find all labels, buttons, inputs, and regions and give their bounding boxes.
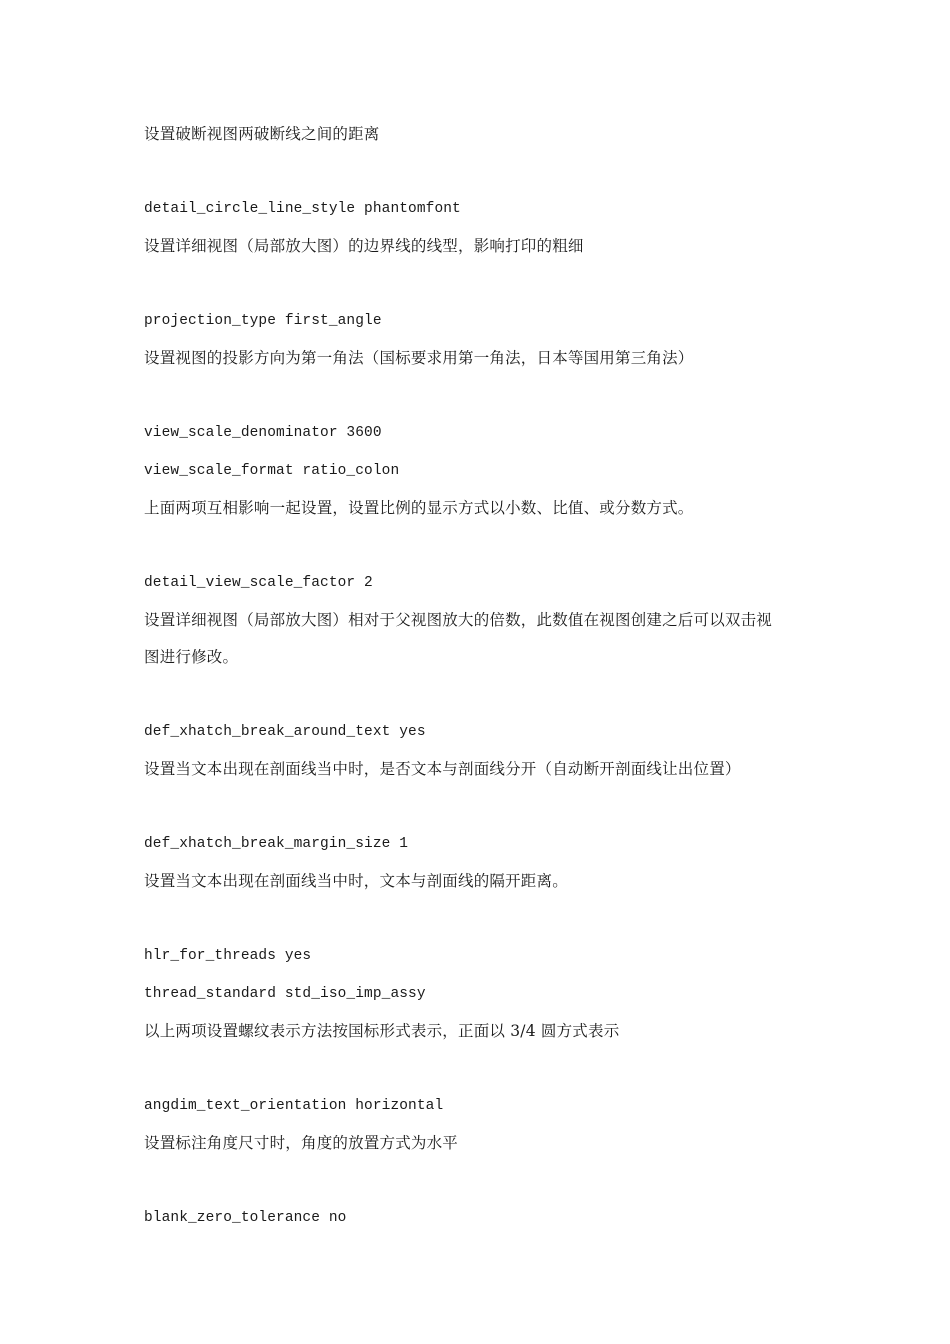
config-detail-view-scale-factor: detail_view_scale_factor 2 bbox=[144, 575, 373, 591]
description-detail-view-scale-factor: 设置详细视图（局部放大图）相对于父视图放大的倍数，此数值在视图创建之后可以双击视 bbox=[144, 611, 773, 629]
description-xhatch-break-around-text: 设置当文本出现在剖面线当中时，是否文本与剖面线分开（自动断开剖面线让出位置） bbox=[144, 760, 741, 778]
config-view-scale-denominator: view_scale_denominator 3600 bbox=[144, 425, 382, 441]
config-blank-zero-tolerance: blank_zero_tolerance no bbox=[144, 1210, 347, 1226]
config-detail-circle-line-style: detail_circle_line_style phantomfont bbox=[144, 201, 461, 217]
config-thread-standard: thread_standard std_iso_imp_assy bbox=[144, 986, 426, 1002]
description-break-distance: 设置破断视图两破断线之间的距离 bbox=[144, 125, 380, 143]
config-angdim-text-orientation: angdim_text_orientation horizontal bbox=[144, 1098, 444, 1114]
description-detail-view-scale-factor-cont: 图进行修改。 bbox=[144, 648, 239, 666]
config-def-xhatch-break-margin-size: def_xhatch_break_margin_size 1 bbox=[144, 836, 409, 852]
description-projection-type: 设置视图的投影方向为第一角法（国标要求用第一角法，日本等国用第三角法） bbox=[144, 349, 694, 367]
description-angdim-text-orientation: 设置标注角度尺寸时，角度的放置方式为水平 bbox=[144, 1134, 459, 1152]
description-detail-circle-line-style: 设置详细视图（局部放大图）的边界线的线型，影响打印的粗细 bbox=[144, 237, 584, 255]
description-view-scale: 上面两项互相影响一起设置，设置比例的显示方式以小数、比值、或分数方式。 bbox=[144, 499, 694, 517]
config-hlr-for-threads: hlr_for_threads yes bbox=[144, 948, 312, 964]
config-projection-type: projection_type first_angle bbox=[144, 313, 382, 329]
config-def-xhatch-break-around-text: def_xhatch_break_around_text yes bbox=[144, 724, 426, 740]
config-view-scale-format: view_scale_format ratio_colon bbox=[144, 463, 400, 479]
description-xhatch-break-margin-size: 设置当文本出现在剖面线当中时，文本与剖面线的隔开距离。 bbox=[144, 872, 568, 890]
description-thread-settings: 以上两项设置螺纹表示方法按国标形式表示，正面以 3/4 圆方式表示 bbox=[144, 1022, 620, 1040]
